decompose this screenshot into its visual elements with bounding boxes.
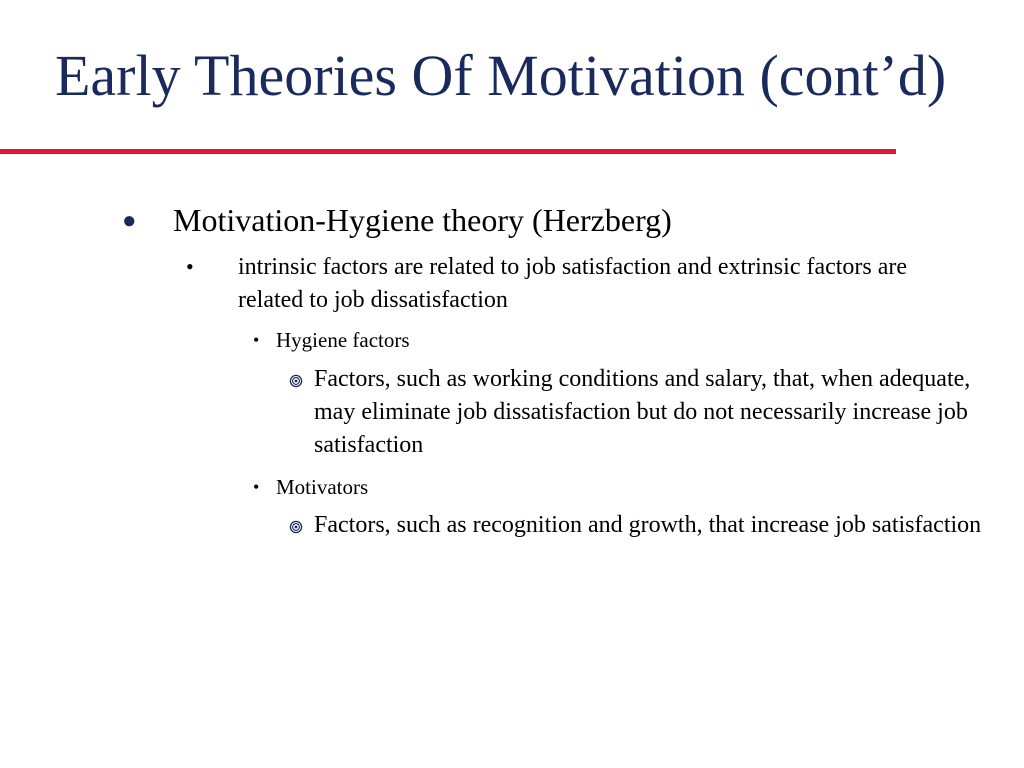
motivators-description: Factors, such as recognition and growth, that increase job satisfaction: [314, 512, 982, 538]
bullet-motivation-hygiene-theory: Motivation-Hygiene theory (Herzberg): [173, 202, 672, 238]
slide-title: Early Theories Of Motivation (cont’d): [55, 43, 947, 108]
dot-icon: •: [253, 330, 260, 350]
concentric-circle-bullet-icon: [289, 374, 303, 388]
hygiene-factors-description: Factors, such as working conditions and salary, that, when adequate, may eliminate job dissatisfaction but do not necessarily increase job satisfaction: [314, 366, 971, 458]
title-underline: [0, 149, 896, 154]
bullet-intrinsic-extrinsic: intrinsic factors are related to job satisfaction and extrinsic factors are related to job dissatisfaction: [238, 254, 908, 313]
dot-icon: •: [253, 477, 260, 497]
bullet-hygiene-factors: Hygiene factors: [276, 328, 410, 352]
concentric-circle-bullet-icon: [289, 520, 303, 534]
bullet-motivators: Motivators: [276, 475, 369, 499]
dot-icon: •: [186, 254, 194, 279]
filled-dot-icon: ●: [122, 208, 137, 234]
